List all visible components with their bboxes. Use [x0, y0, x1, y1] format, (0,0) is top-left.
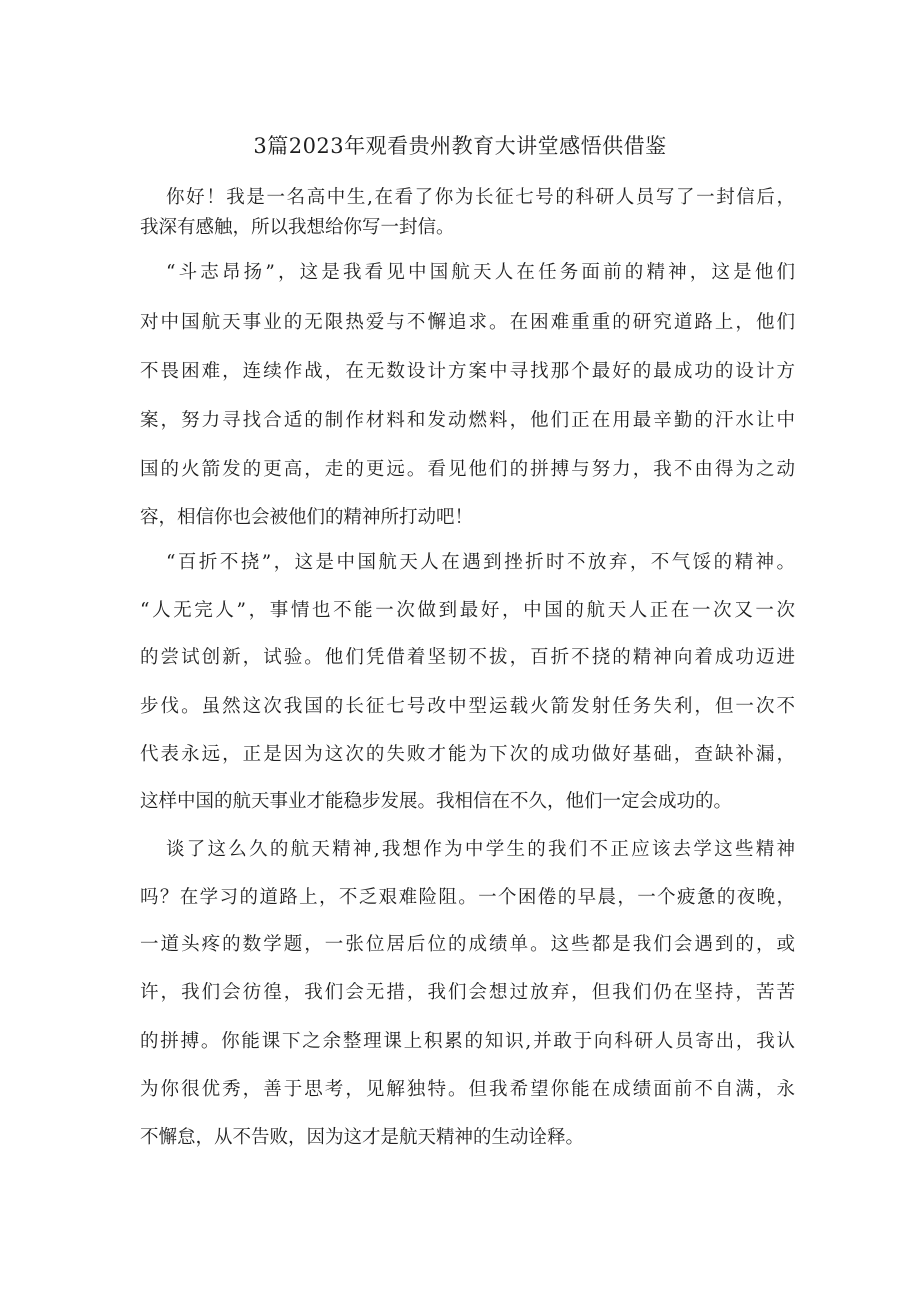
paragraph-1-line-1: 你好！我是一名高中生,在看了你为长征七号的科研人员写了一封信后， [166, 187, 795, 208]
paragraph-2-line-2: 对中国航天事业的无限热爱与不懈追求。在困难重重的研究道路上，他们 [140, 312, 795, 333]
paragraph-4-line-4: 许，我们会彷徨，我们会无措，我们会想过放弃，但我们仍在坚持，苦苦 [140, 982, 795, 1003]
paragraph-4-line-6: 为你很优秀，善于思考，见解独特。但我希望你能在成绩面前不自满，永 [140, 1079, 795, 1100]
paragraph-2-line-1: “斗志昂扬”，这是我看见中国航天人在任务面前的精神，这是他们 [166, 262, 795, 283]
paragraph-2-line-6: 容，相信你也会被他们的精神所打动吧！ [140, 507, 474, 528]
paragraph-3-line-6: 这样中国的航天事业才能稳步发展。我相信在不久，他们一定会成功的。 [140, 791, 733, 812]
paragraph-3-line-5: 代表永远，正是因为这次的失败才能为下次的成功做好基础，查缺补漏， [140, 744, 795, 765]
paragraph-2-line-3: 不畏困难，连续作战，在无数设计方案中寻找那个最好的最成功的设计方 [140, 361, 795, 382]
paragraph-4-line-3: 一道头疼的数学题，一张位居后位的成绩单。这些都是我们会遇到的，或 [140, 934, 795, 955]
paragraph-3-line-4: 步伐。虽然这次我国的长征七号改中型运载火箭发射任务失利，但一次不 [140, 696, 795, 717]
paragraph-3-line-1: “百折不挠”，这是中国航天人在遇到挫折时不放弃，不气馁的精神。 [166, 552, 795, 573]
page-title: 3篇2023年观看贵州教育大讲堂感悟供借鉴 [253, 134, 667, 158]
paragraph-3-line-2: “人无完人”，事情也不能一次做到最好，中国的航天人正在一次又一次 [140, 600, 795, 621]
paragraph-1-line-2: 我深有感触，所以我想给你写一封信。 [140, 217, 455, 238]
paragraph-4-line-1: 谈了这么久的航天精神,我想作为中学生的我们不正应该去学这些精神 [166, 839, 795, 860]
paragraph-4-line-7: 不懈怠，从不告败，因为这才是航天精神的生动诠释。 [140, 1127, 585, 1148]
paragraph-2-line-4: 案，努力寻找合适的制作材料和发动燃料，他们正在用最辛勤的汗水让中 [140, 410, 795, 431]
paragraph-4-line-5: 的拼搏。你能课下之余整理课上积累的知识,并敢于向科研人员寄出，我认 [140, 1031, 795, 1052]
paragraph-4-line-2: 吗？在学习的道路上，不乏艰难险阻。一个困倦的早晨，一个疲惫的夜晚， [140, 887, 795, 908]
paragraph-3-line-3: 的尝试创新，试验。他们凭借着坚韧不拔，百折不挠的精神向着成功迈进 [140, 647, 795, 668]
paragraph-2-line-5: 国的火箭发的更高，走的更远。看见他们的拼搏与努力，我不由得为之动 [140, 459, 795, 480]
